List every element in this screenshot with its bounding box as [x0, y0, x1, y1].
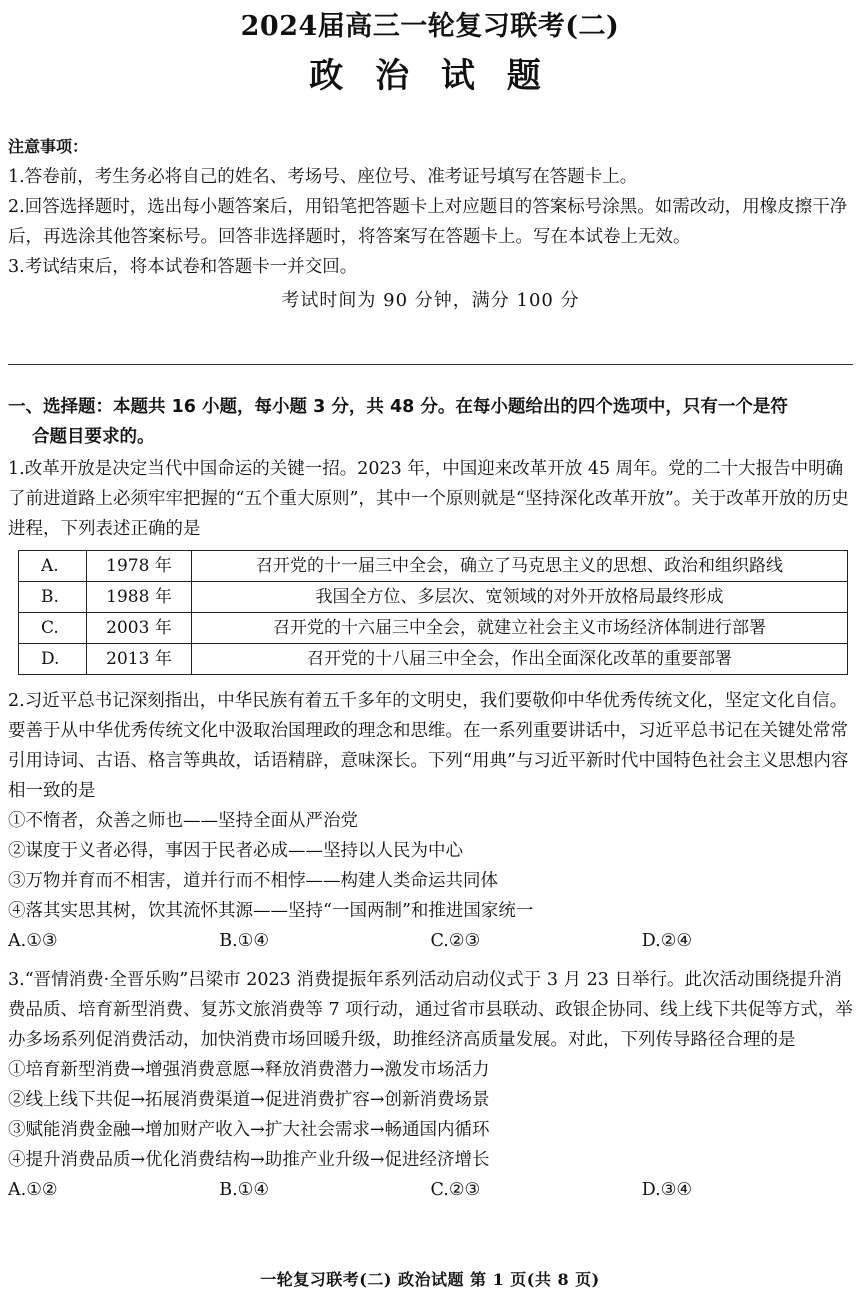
notice-item-2: 2.回答选择题时，选出每小题答案后，用铅笔把答题卡上对应题目的答案标号涂黑。如需改动，用橡皮擦干净后，再选涂其他答案标号。回答非选择题时，将答案写在答题卡上。写在本试卷上无效。 — [8, 197, 848, 247]
row-event: 召开党的十六届三中全会，就建立社会主义市场经济体制进行部署 — [192, 613, 848, 644]
row-year: 1988 年 — [87, 582, 192, 613]
question-2 — [8, 686, 853, 956]
question-3-stem: 3.“晋情消费·全晋乐购”吕梁市 2023 消费提振年系列活动启动仪式于 3 月 23 日举行。此次活动围绕提升消费品质、培育新型消费、复苏文旅消费等 7 项行动，通过省市县联动、政银企协同、线上线下共促等方式，举办多场系列促消费活动，加快消费市场回暖升级，助推经济高质量发展。对此，下列传导路径合理的是 — [8, 970, 853, 1050]
row-label: D. — [19, 644, 87, 675]
question-2-item-1: ①不惰者，众善之师也——坚持全面从严治党 — [8, 811, 358, 831]
question-2-item-2: ②谋度于义者必得，事因于民者必成——坚持以人民为中心 — [8, 841, 463, 861]
option-d[interactable]: D.③④ — [641, 1180, 693, 1200]
notice-block — [8, 132, 853, 316]
question-3-item-3: ③赋能消费金融→增加财产收入→扩大社会需求→畅通国内循环 — [8, 1120, 490, 1140]
row-label: B. — [19, 582, 87, 613]
option-d[interactable]: D.②④ — [641, 931, 693, 951]
exam-title: 2024届高三一轮复习联考(二) — [240, 11, 620, 42]
option-a[interactable]: A.①② — [8, 1180, 58, 1200]
question-3-options — [8, 1175, 853, 1205]
question-3-item-2: ②线上线下共促→拓展消费渠道→促进消费扩容→创新消费场景 — [8, 1090, 490, 1110]
table-row — [19, 582, 848, 613]
row-year: 1978 年 — [87, 551, 192, 582]
table-row — [19, 644, 848, 675]
section-heading-line1: 一、选择题：本题共 16 小题，每小题 3 分，共 48 分。在每小题给出的四个选项中，只有一个是符 — [8, 397, 788, 417]
row-label: A. — [19, 551, 87, 582]
question-2-item-4: ④落其实思其树，饮其流怀其源——坚持“一国两制”和推进国家统一 — [8, 901, 534, 921]
exam-time: 考试时间为 90 分钟，满分 100 分 — [281, 290, 580, 311]
table-row — [19, 551, 848, 582]
question-2-options — [8, 926, 853, 956]
question-3-item-1: ①培育新型消费→增强消费意愿→释放消费潜力→激发市场活力 — [8, 1060, 490, 1080]
subject-title: 政 治 试 题 — [309, 56, 551, 96]
option-c[interactable]: C.②③ — [430, 1180, 481, 1200]
question-1 — [8, 454, 853, 675]
option-b[interactable]: B.①④ — [219, 931, 270, 951]
row-event: 召开党的十一届三中全会，确立了马克思主义的思想、政治和组织路线 — [192, 551, 848, 582]
history-table — [18, 550, 848, 675]
row-event: 召开党的十八届三中全会，作出全面深化改革的重要部署 — [192, 644, 848, 675]
row-event: 我国全方位、多层次、宽领域的对外开放格局最终形成 — [192, 582, 848, 613]
page-footer: 一轮复习联考(二) 政治试题 第 1 页(共 8 页) — [260, 1270, 600, 1289]
option-a[interactable]: A.①③ — [8, 931, 58, 951]
notice-item-3: 3.考试结束后，将本试卷和答题卡一并交回。 — [8, 257, 358, 277]
row-year: 2003 年 — [87, 613, 192, 644]
question-3-item-4: ④提升消费品质→优化消费结构→助推产业升级→促进经济增长 — [8, 1150, 490, 1170]
row-label: C. — [19, 613, 87, 644]
row-year: 2013 年 — [87, 644, 192, 675]
option-c[interactable]: C.②③ — [430, 931, 481, 951]
question-2-stem: 2.习近平总书记深刻指出，中华民族有着五千多年的文明史，我们要敬仰中华优秀传统文化，坚定文化自信。要善于从中华优秀传统文化中汲取治国理政的理念和思维。在一系列重要讲话中，习近平总书记在关键处常常引用诗词、古语、格言等典故，话语精辟，意味深长。下列“用典”与习近平新时代中国特色社会主义思想内容相一致的是 — [8, 691, 849, 801]
notice-heading: 注意事项： — [8, 137, 89, 156]
question-2-item-3: ③万物并育而不相害，道并行而不相悖——构建人类命运共同体 — [8, 871, 498, 891]
section-heading — [8, 392, 853, 452]
table-row — [19, 613, 848, 644]
option-b[interactable]: B.①④ — [219, 1180, 270, 1200]
question-1-stem: 1.改革开放是决定当代中国命运的关键一招。2023 年，中国迎来改革开放 45 周年。党的二十大报告中明确了前进道路上必须牢牢把握的“五个重大原则”，其中一个原则就是“坚持深化改革开放”。关于改革开放的历史进程，下列表述正确的是 — [8, 459, 849, 539]
notice-item-1: 1.答卷前，考生务必将自己的姓名、考场号、座位号、准考证号填写在答题卡上。 — [8, 167, 638, 187]
question-3 — [8, 965, 853, 1205]
section-heading-line2: 合题目要求的。 — [32, 427, 155, 447]
divider — [8, 364, 853, 365]
